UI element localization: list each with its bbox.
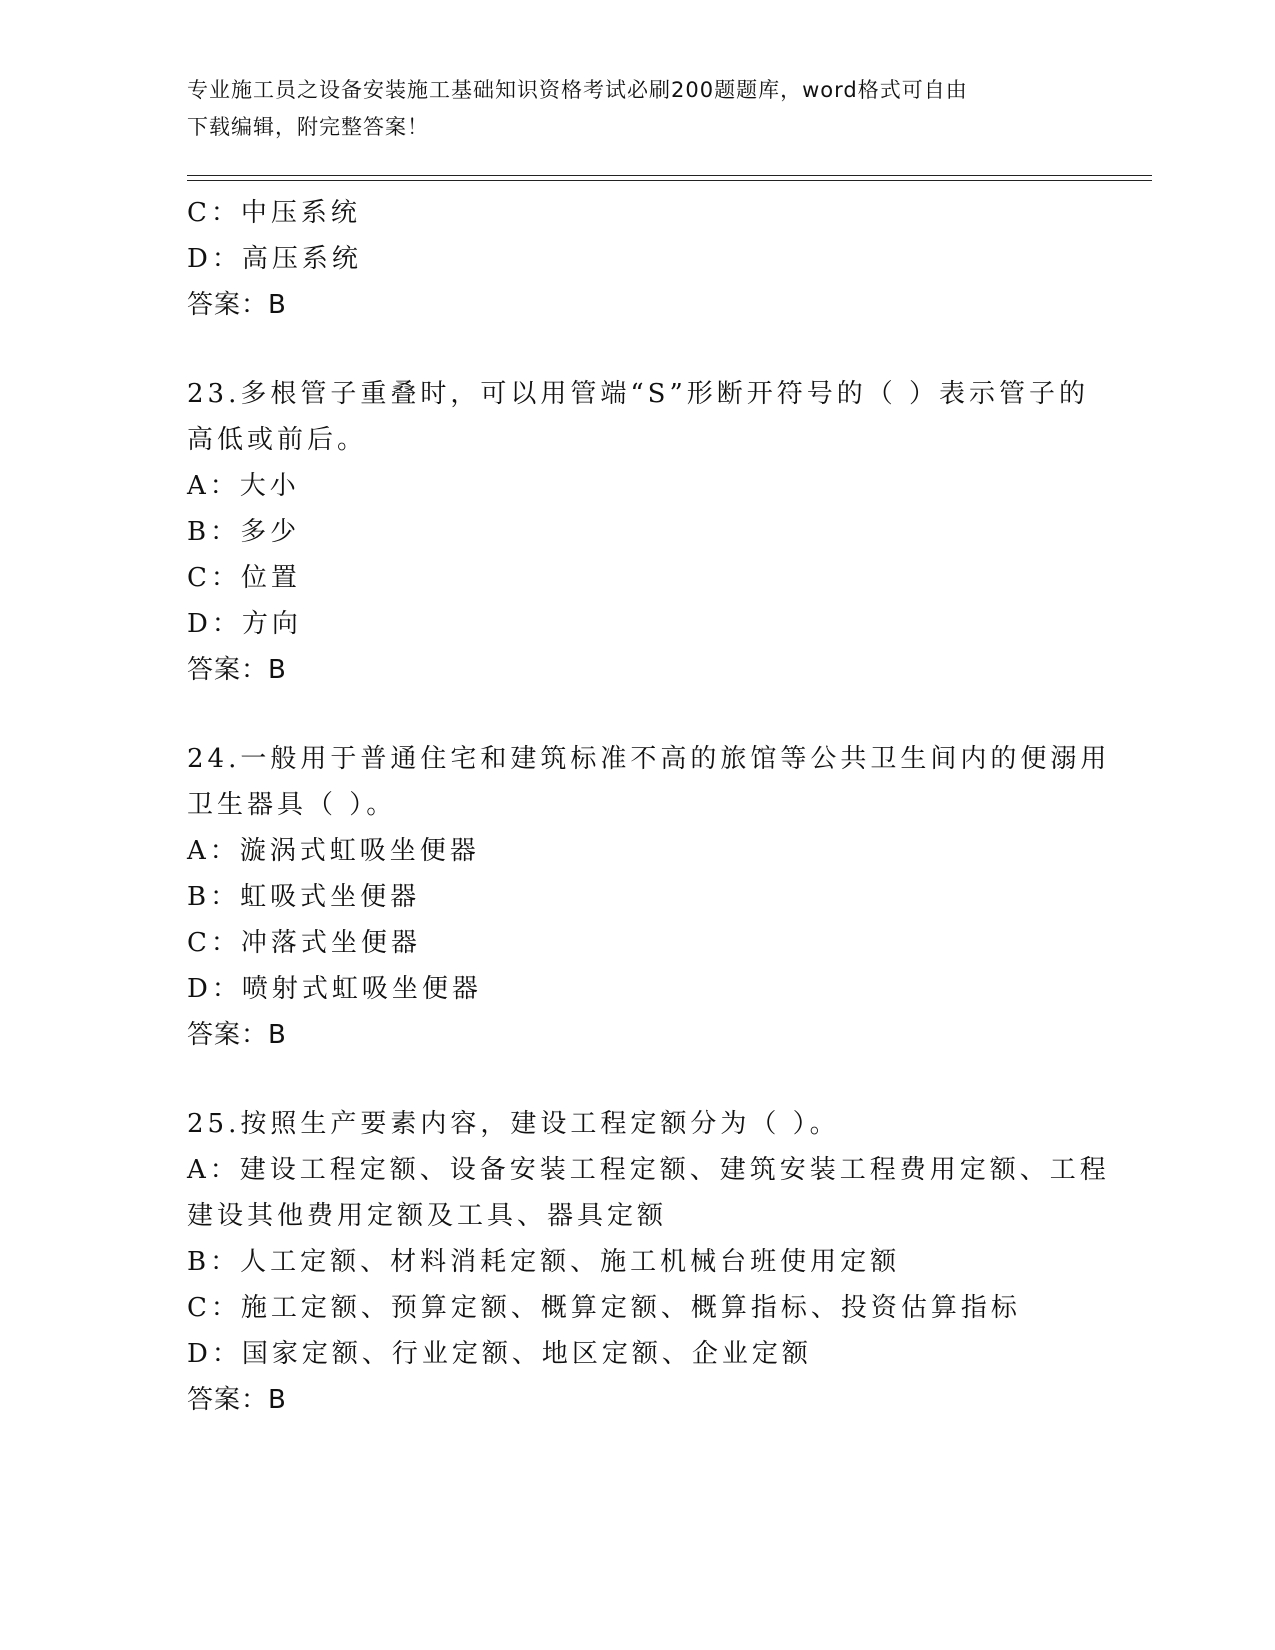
question-stem-continued: 高低或前后。 (187, 425, 368, 455)
option-b (187, 874, 1087, 920)
question-24 (187, 736, 1111, 1058)
question-22-continued (187, 190, 1087, 328)
option-letter: D： (187, 244, 242, 274)
option-b (187, 509, 1087, 555)
option-b (187, 1239, 1087, 1285)
question-stem: 24.一般用于普通住宅和建筑标准不高的旅馆等公共卫生间内的便溺用 (187, 744, 1111, 774)
option-letter: B： (187, 517, 241, 547)
question-list (187, 190, 1111, 1423)
answer-label: 答案： (187, 1385, 269, 1415)
option-letter: C： (187, 563, 241, 593)
option-d (187, 1331, 1087, 1377)
option-text: 国家定额、行业定额、地区定额、企业定额 (241, 1339, 812, 1369)
option-d (187, 966, 1087, 1012)
option-letter: A： (187, 836, 240, 866)
question-stem: 23.多根管子重叠时，可以用管端“S”形断开符号的（ ）表示管子的 (187, 379, 1090, 409)
answer-value: B (268, 290, 287, 320)
answer-value: B (268, 655, 287, 685)
option-d (187, 236, 1087, 282)
option-c (187, 1285, 1087, 1331)
option-c (187, 555, 1087, 601)
option-letter: B： (187, 1247, 241, 1277)
option-letter: C： (187, 928, 241, 958)
option-text: 中压系统 (240, 198, 361, 228)
header-divider-bottom (187, 180, 1152, 181)
option-a (187, 828, 1087, 874)
header-title-line-2: 下载编辑，附完整答案！ (187, 115, 429, 139)
option-letter: D： (187, 609, 242, 639)
option-text: 多少 (240, 517, 301, 547)
option-c (187, 190, 1087, 236)
option-text: 虹吸式坐便器 (240, 882, 421, 912)
question-23 (187, 371, 1090, 693)
option-text: 冲落式坐便器 (240, 928, 421, 958)
answer (187, 1377, 1087, 1423)
option-letter: D： (187, 1339, 242, 1369)
option-text: 喷射式虹吸坐便器 (241, 974, 482, 1004)
spacer (187, 693, 1087, 736)
option-c (187, 920, 1087, 966)
answer-value: B (268, 1020, 287, 1050)
answer-label: 答案： (187, 655, 269, 685)
option-text: 漩涡式虹吸坐便器 (239, 836, 480, 866)
spacer (187, 328, 1087, 371)
option-a (187, 463, 1087, 509)
option-letter: C： (187, 1293, 241, 1323)
answer (187, 1012, 1087, 1058)
answer-label: 答案： (187, 1020, 269, 1050)
option-d (187, 601, 1087, 647)
document-header (187, 72, 1067, 146)
header-divider-top (187, 175, 1152, 176)
question-25 (187, 1101, 1110, 1423)
spacer (187, 1058, 1087, 1101)
answer (187, 282, 1087, 328)
option-letter: A： (187, 471, 240, 501)
option-text: 方向 (241, 609, 302, 639)
header-title-line-1: 专业施工员之设备安装施工基础知识资格考试必刷200题题库，word格式可自由 (187, 78, 968, 102)
option-a-continued: 建设其他费用定额及工具、器具定额 (187, 1201, 668, 1231)
option-a: A：建设工程定额、设备安装工程定额、建筑安装工程费用定额、工程 (187, 1155, 1110, 1185)
option-text: 人工定额、材料消耗定额、施工机械台班使用定额 (240, 1247, 901, 1277)
option-letter: D： (187, 974, 242, 1004)
answer (187, 647, 1087, 693)
option-text: 大小 (239, 471, 300, 501)
option-text: 位置 (240, 563, 301, 593)
option-letter: C： (187, 198, 241, 228)
question-stem-continued: 卫生器具（ ）。 (187, 790, 397, 820)
option-text: 高压系统 (241, 244, 362, 274)
answer-label: 答案： (187, 290, 269, 320)
option-text: 施工定额、预算定额、概算定额、概算指标、投资估算指标 (240, 1293, 1021, 1323)
option-letter: B： (187, 882, 241, 912)
answer-value: B (268, 1385, 287, 1415)
question-stem: 25.按照生产要素内容，建设工程定额分为（ ）。 (187, 1109, 840, 1139)
